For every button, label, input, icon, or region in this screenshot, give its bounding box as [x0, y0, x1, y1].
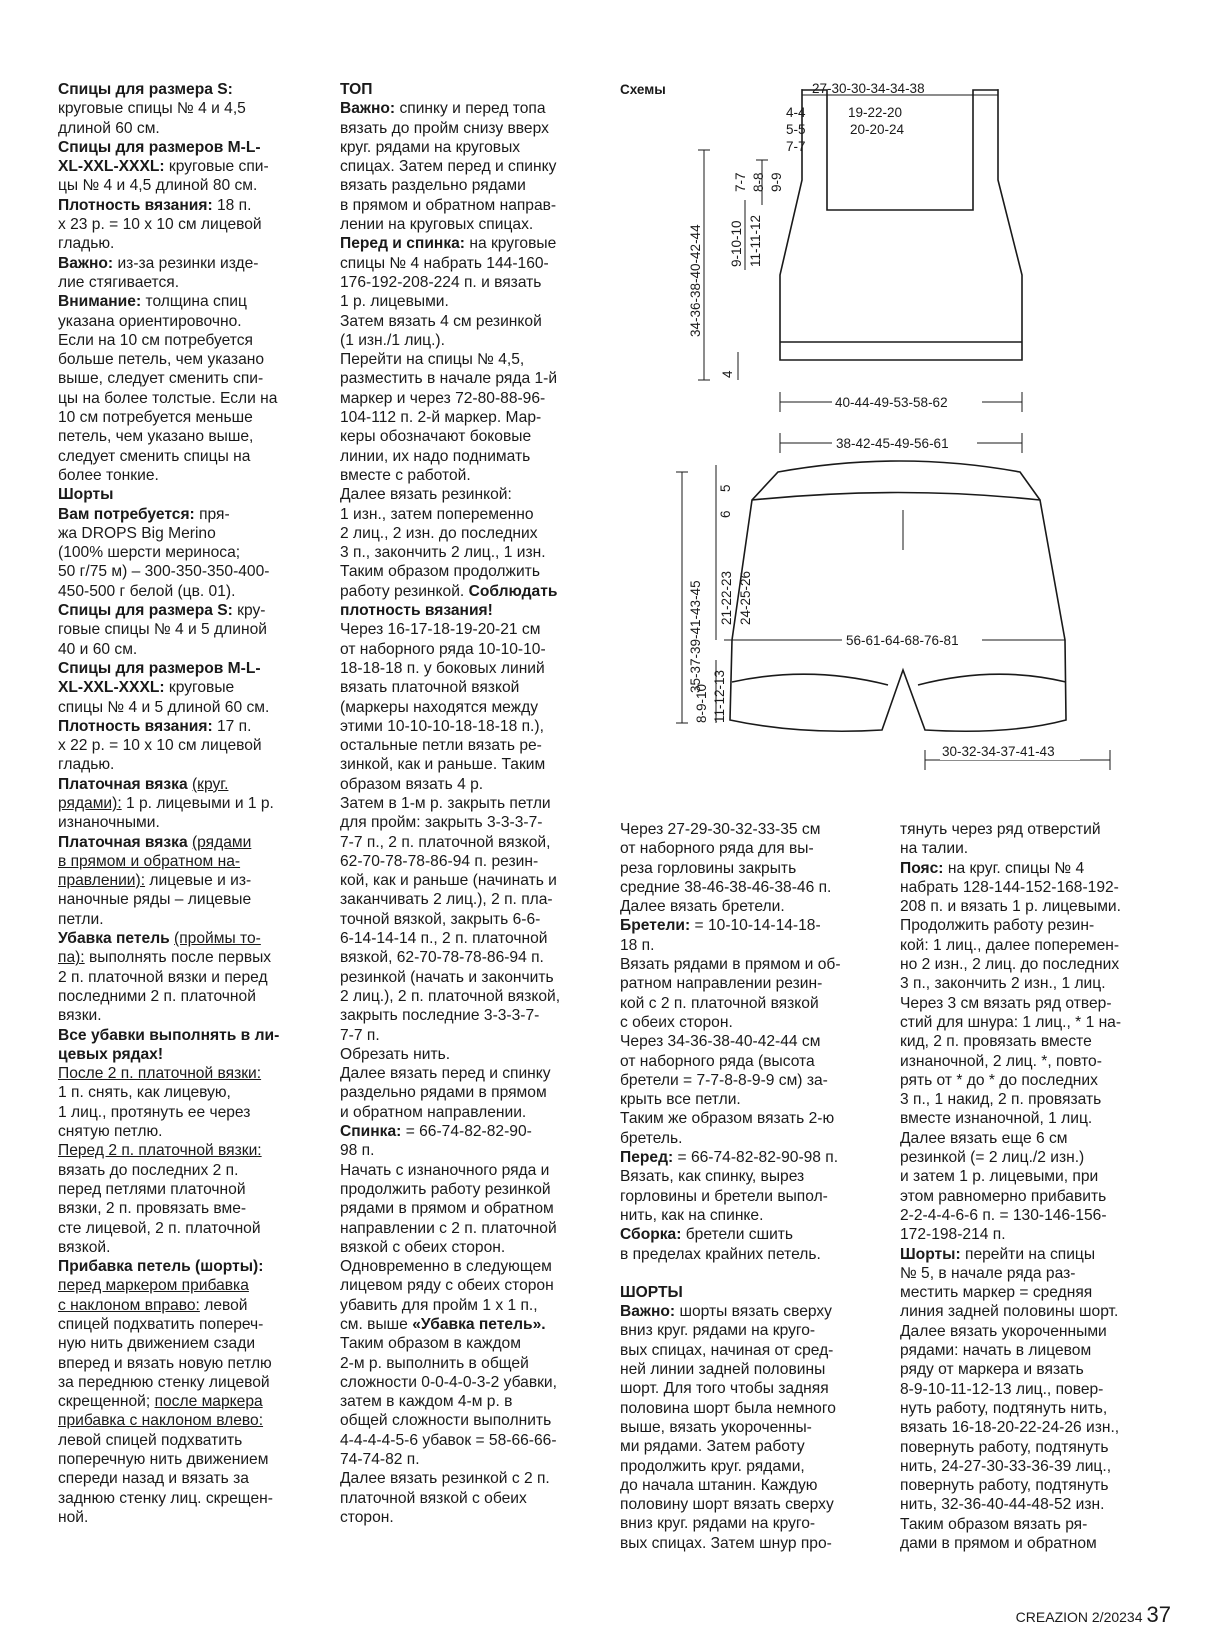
- paragraph: Спицы для размеров M-L- XL-XXL-XXXL: круговые спицы № 4 и 5 длиной 60 см.: [58, 659, 270, 716]
- paragraph: Вам потребуется: пря- жа DROPS Big Merino (100% шерсти мериноса; 50 г/75 м) – 300-350-350-400- 450-500 г белой (цв. 01).: [58, 505, 270, 600]
- strap-width-2: 5-5: [786, 122, 806, 137]
- section-heading-top: ТОП: [340, 81, 373, 98]
- arm-height-2: 11-11-12: [748, 214, 763, 267]
- strap-height-1: 7-7: [733, 172, 748, 192]
- leg-width-label: 30-32-34-37-41-43: [942, 744, 1055, 759]
- shorts-outline: [730, 461, 1066, 731]
- column-2: [340, 80, 595, 1527]
- arm-height-1: 9-10-10: [729, 220, 744, 267]
- paragraph: Сборка: бретели сшить в пределах крайних петель.: [620, 1226, 821, 1263]
- band-height-2: 6: [718, 510, 733, 518]
- strap-width-3: 7-7: [786, 139, 806, 154]
- top-width-label: 27-30-30-34-34-38: [812, 81, 925, 96]
- paragraph: Шорты: перейти на спицы № 5, в начале ряда раз- местить маркер = средняя линия задней половины шорт. Далее вязать укороченными рядами: начать в лицевом ряду от маркера и вязать 8-9-10-11-12-13 лиц., повер- нуть работу, подтянуть нить, вязать 16-18-20-22-24-26 изн., повернуть работу, подтянуть нить, 24-27-30-33-36-39 лиц., повернуть работу, подтянуть нить, 32-36-40-44-48-52 изн. Таким образом вязать ря- дами в прямом и обратном: [900, 1245, 1120, 1552]
- column-1: [58, 80, 308, 1527]
- neck-width-2: 20-20-24: [850, 122, 905, 137]
- leg-height-2: 11-12-13: [712, 669, 727, 723]
- waistband-line: [752, 493, 1040, 501]
- strap-height-2: 8-8: [751, 172, 766, 192]
- schematic-drawing: [620, 80, 1160, 800]
- band-height-1: 5: [718, 484, 733, 492]
- paragraph: Прибавка петель (шорты): перед маркером прибавка с наклоном вправо: левой спицей подхватить попереч- ную нить движением сзади вперед и вязать новую петлю за переднюю стенку лицевой скрещенной; после маркера прибавка с наклоном влево: левой спицей подхватить поперечную нить движением спереди назад и вязать за заднюю стенку лиц. скрещен- ной.: [58, 1258, 273, 1526]
- magazine-name: CREAZION 2/20234: [1015, 1609, 1143, 1625]
- paragraph: Пояс: на круг. спицы № 4 набрать 128-144-152-168-192- 208 п. и вязать 1 р. лицевыми. Продолжить работу резин- кой: 1 лиц., далее поперемен- но 2 изн., 2 лиц. до последних 3 п., закончить 2 изн., 1 лиц. Через 3 см вязать ряд отвер- стий для шнура: 1 лиц., * 1 на- кид, 2 п. провязать вместе изнаночной, 2 лиц. *, повто- рять от * до * до последних 3 п., 1 накид, 2 п. провязать вместе изнаночной, 1 лиц. Далее вязать еще 6 см резинкой (= 2 лиц./2 изн.) и затем 1 р. лицевыми, при этом равномерно прибавить 2-2-4-4-6-6 п. = 130-146-156- 172-198-214 п.: [900, 859, 1122, 1244]
- paragraph: Перед и спинка: на круговые спицы № 4 набрать 144-160- 176-192-208-224 п. и вязать 1 р. лицевыми. Затем вязать 4 см резинкой (1 изн./1 лиц.). Перейти на спицы № 4,5, разместить в начале ряда 1-й маркер и через 72-80-88-96- 104-112 п. 2-й маркер. Мар- керы обозначают боковые линии, их надо поднимать вместе с работой. Далее вязать резинкой: 1 изн., затем попеременно 2 лиц., 2 изн. до последних 3 п., закончить 2 лиц., 1 изн. Таким образом продолжить работу резинкой. Соблюдать плотность вязания! Через 16-17-18-19-20-21 см от наборного ряда 10-10-10- 18-18-18 п. у боковых линий вязать платочной вязкой (маркеры находятся между этими 10-10-10-18-18-18 п.), остальные петли вязать ре- зинкой, как и раньше. Таким образом вязать 4 р. Затем в 1-м р. закрыть петли для пройм: закрыть 3-3-3-7- 7-7 п., 2 п. платочной вязкой, 62-70-78-78-86-94 п. резин- кой, как и раньше (начинать и заканчивать 2 лиц.), 2 п. пла- точной вязкой, закрыть 6-6- 6-14-14-14 п., 2 п. платочной вязкой, 62-70-78-78-86-94 п. резинкой (начать и закончить 2 лиц.), 2 п. платочной вязкой, закрыть последние 3-3-3-7- 7-7 п. Обрезать нить. Далее вязать перед и спинку раздельно рядами в прямом и обратном направлении.: [340, 235, 561, 1121]
- left-cuff-line: [732, 674, 888, 685]
- page-footer: [1016, 1602, 1171, 1628]
- paragraph: После 2 п. платочной вязки: 1 п. снять, как лицевую, 1 лиц., протянуть ее через снятую петлю.: [58, 1065, 262, 1141]
- page-number: 37: [1146, 1602, 1171, 1627]
- paragraph: Через 27-29-30-32-33-35 см от наборного ряда для вы- реза горловины закрыть средние 38-46-38-46-38-46 п. Далее вязать бретели.: [620, 821, 832, 916]
- neck-width-1: 19-22-20: [848, 105, 903, 120]
- strap-height-3: 9-9: [769, 172, 784, 192]
- top-bottom-width-label: 40-44-49-53-58-62: [835, 395, 948, 410]
- schematics-title: Схемы: [620, 82, 666, 97]
- section-heading-shorts: ШОРТЫ: [620, 1283, 683, 1301]
- paragraph: Плотность вязания: 18 п. x 23 р. = 10 x 10 см лицевой гладью.: [58, 196, 262, 253]
- paragraph: Спицы для размера S: круговые спицы № 4 и 4,5 длиной 60 см.: [58, 81, 246, 137]
- paragraph: Спицы для размеров M-L- XL-XXL-XXXL: круговые спи- цы № 4 и 4,5 длиной 80 см.: [58, 138, 269, 195]
- paragraph: Внимание: толщина спиц указана ориентировочно. Если на 10 см потребуется больше петель, чем указано выше, следует сменить спи- цы на более толстые. Если на 10 см потребуется меньше петель, чем указано выше, следует сменить спицы на более тонкие.: [58, 293, 278, 484]
- rib-height-label: 4: [720, 370, 735, 378]
- right-cuff-line: [918, 674, 1066, 685]
- paragraph: Бретели: = 10-10-14-14-18- 18 п. Вязать рядами в прямом и об- ратном направлении резин- кой с 2 п. платочной вязкой с обеих сторон. Через 34-36-38-40-42-44 см от наборного ряда (высота бретели = 7-7-8-8-9-9 см) за- крыть все петли. Таким же образом вязать 2-ю бретель.: [620, 917, 841, 1147]
- rise-height-2: 24-25-26: [738, 570, 753, 625]
- paragraph: Перед 2 п. платочной вязки: вязать до последних 2 п. перед петлями платочной вязки, 2 п. провязать вме- сте лицевой, 2 п. платочной вязкой.: [58, 1142, 262, 1256]
- hip-width-label: 56-61-64-68-76-81: [846, 633, 959, 648]
- strap-width-1: 4-4: [786, 105, 806, 120]
- column-3: [620, 820, 882, 1553]
- paragraph: Убавка петель (проймы то- па): выполнять после первых 2 п. платочной вязки и перед последними 2 п. платочной вязки.: [58, 930, 272, 1025]
- paragraph: Платочная вязка (круг. рядами): 1 р. лицевыми и 1 р. изнаночными.: [58, 775, 274, 832]
- paragraph: Важно: из-за резинки изде- лие стягивается.: [58, 254, 259, 291]
- paragraph: Перед: = 66-74-82-82-90-98 п. Вязать, как спинку, вырез горловины и бретели выпол- нить, как на спинке.: [620, 1149, 839, 1224]
- paragraph: Плотность вязания: 17 п. x 22 р. = 10 x 10 см лицевой гладью.: [58, 717, 262, 774]
- total-height-label: 34-36-38-40-42-44: [688, 224, 703, 337]
- paragraph: Спицы для размера S: кру- говые спицы № 4 и 5 длиной 40 и 60 см.: [58, 602, 267, 658]
- bold-note: Все убавки выполнять в ли- цевых рядах!: [58, 1026, 280, 1063]
- paragraph: Важно: шорты вязать сверху вниз круг. рядами на круго- вых спицах, начиная от сред- ней линии задней половины шорт. Для того чтобы задняя половина шорт была немного выше, вязать укороченны- ми рядами. Затем работу продолжить круг. рядами, до начала штанин. Каждую половину шорт вязать сверху вниз круг. рядами на круго- вых спицах. Затем шнур про-: [620, 1303, 836, 1552]
- waist-width-label: 38-42-45-49-56-61: [836, 436, 949, 451]
- section-heading-shorts: Шорты: [58, 486, 114, 504]
- paragraph: Спинка: = 66-74-82-82-90- 98 п. Начать с изнаночного ряда и продолжить работу резинкой рядами в прямом и обратном направлении с 2 п. платочной вязкой с обеих сторон. Одновременно в следующем лицевом ряду с обеих сторон убавить для пройм 1 х 1 п., см. выше «Убавка петель». Таким образом в каждом 2-м р. выполнить в общей сложности 0-0-4-0-3-2 убавки, затем в каждом 4-м р. в общей сложности выполнить 4-4-4-4-5-6 убавок = 58-66-66- 74-74-82 п. Далее вязать резинкой с 2 п. платочной вязкой с обеих сторон.: [340, 1123, 557, 1526]
- paragraph: Важно: спинку и перед топа вязать до пройм снизу вверх круг. рядами на круговых спицах. Затем перед и спинку вязать раздельно рядами в прямом и обратном направ- лении на круговых спицах.: [340, 100, 557, 234]
- short-total-height-label: 35-37-39-41-43-45: [688, 580, 703, 693]
- rise-height-1: 21-22-23: [719, 570, 734, 625]
- paragraph: тянуть через ряд отверстий на талии.: [900, 821, 1101, 858]
- column-4: [900, 820, 1162, 1553]
- leg-height-1: 8-9-10: [694, 683, 709, 723]
- paragraph: Платочная вязка (рядами в прямом и обратном на- правлении): лицевые и из- наночные ряды – лицевые петли.: [58, 833, 252, 928]
- schematics: [620, 80, 1160, 800]
- spacer: [620, 1264, 882, 1283]
